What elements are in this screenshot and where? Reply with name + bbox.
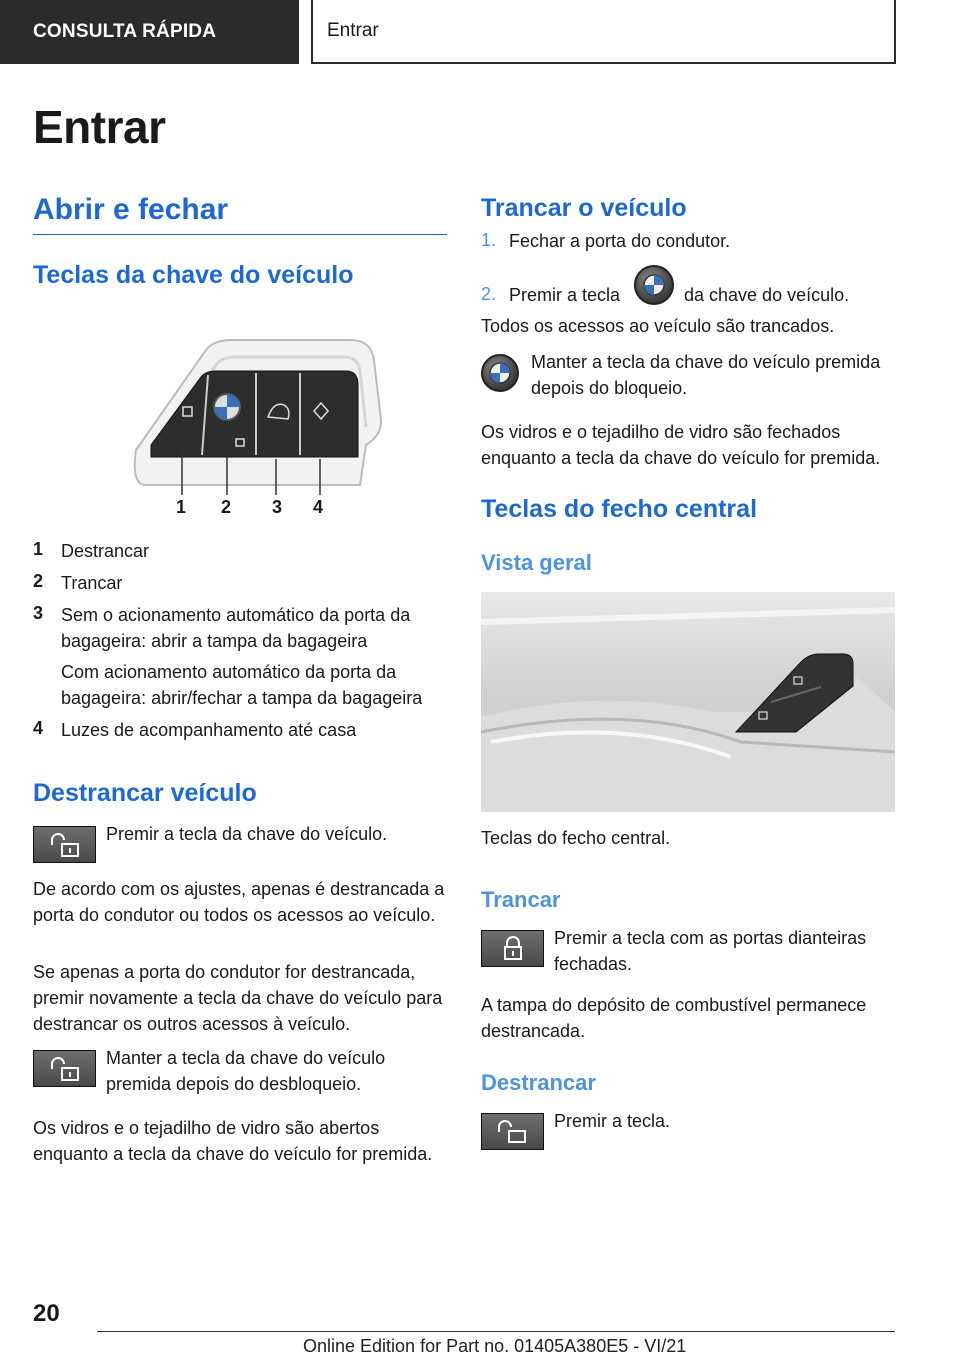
paragraph: Premir a tecla. [554, 1111, 671, 1131]
heading-destrancar-veiculo: Destrancar veículo [33, 779, 257, 807]
heading-trancar: Trancar [481, 887, 561, 912]
step-text: Premir a tecla [509, 285, 621, 305]
legend-text: Luzes de acompanhamento até casa [61, 720, 357, 740]
step-num: 1. [481, 230, 497, 250]
unlock-button-icon [481, 1113, 544, 1150]
legend-text: Trancar [61, 573, 123, 593]
bmw-key-button-icon [634, 265, 674, 305]
paragraph: A tampa do depósito de combustível permanece destrancada. [481, 995, 867, 1041]
door-panel-illustration [481, 592, 895, 812]
legend-num: 1 [33, 539, 44, 559]
footer-rule [97, 1331, 895, 1332]
heading-destrancar: Destrancar [481, 1070, 596, 1095]
callout-2: 2 [221, 497, 232, 517]
legend-num: 4 [33, 718, 44, 738]
legend-text: Com acionamento automático da porta da bagageira: abrir/fechar a tampa da bagageira [61, 662, 423, 708]
bmw-key-button-icon [481, 354, 519, 392]
edition-text: Online Edition for Part no. 01405A380E5 - VI/21 [303, 1336, 687, 1356]
heading-teclas-chave: Teclas da chave do veículo [33, 261, 354, 289]
section-tab: CONSULTA RÁPIDA [0, 0, 299, 64]
callout-4: 4 [313, 497, 324, 517]
legend-text: Sem o acionamento automático da porta da bagageira: abrir a tampa da bagageira [61, 605, 411, 651]
callout-1: 1 [176, 497, 187, 517]
paragraph: Se apenas a porta do condutor for destrancada, premir novamente a tecla da chave do veículo para destrancar os outros acessos à veículo. [33, 962, 443, 1034]
heading-abrir-fechar: Abrir e fechar [33, 193, 229, 226]
legend-num: 3 [33, 603, 44, 623]
paragraph: Os vidros e o tejadilho de vidro são fechados enquanto a tecla da chave do veículo for premida. [481, 422, 881, 468]
legend-text: Destrancar [61, 541, 150, 561]
paragraph: Todos os acessos ao veículo são trancados. [481, 316, 835, 336]
heading-rule [33, 234, 447, 235]
chapter-tab: Entrar [311, 0, 896, 64]
unlock-key-icon [33, 1050, 96, 1087]
paragraph: Manter a tecla da chave do veículo premida depois do desbloqueio. [106, 1048, 386, 1094]
unlock-key-icon [33, 826, 96, 863]
page-title: Entrar [33, 101, 166, 153]
paragraph: De acordo com os ajustes, apenas é destrancada a porta do condutor ou todos os acessos ao veículo. [33, 879, 445, 925]
heading-trancar-veiculo: Trancar o veículo [481, 194, 687, 222]
callout-3: 3 [272, 497, 283, 517]
paragraph: Premir a tecla com as portas dianteiras fechadas. [554, 928, 867, 974]
paragraph: Manter a tecla da chave do veículo premida depois do bloqueio. [531, 352, 881, 398]
heading-vista-geral: Vista geral [481, 550, 592, 575]
key-fob-illustration [96, 335, 386, 520]
heading-teclas-fecho: Teclas do fecho central [481, 495, 758, 523]
figure-caption: Teclas do fecho central. [481, 828, 671, 848]
page-number: 20 [33, 1300, 60, 1327]
legend-num: 2 [33, 571, 44, 591]
step-num: 2. [481, 284, 497, 304]
paragraph: Os vidros e o tejadilho de vidro são abertos enquanto a tecla da chave do veículo for premida. [33, 1118, 433, 1164]
lock-button-icon [481, 930, 544, 967]
step-text: Fechar a porta do condutor. [509, 231, 731, 251]
step-text: da chave do veículo. [684, 285, 850, 305]
paragraph: Premir a tecla da chave do veículo. [106, 824, 388, 844]
